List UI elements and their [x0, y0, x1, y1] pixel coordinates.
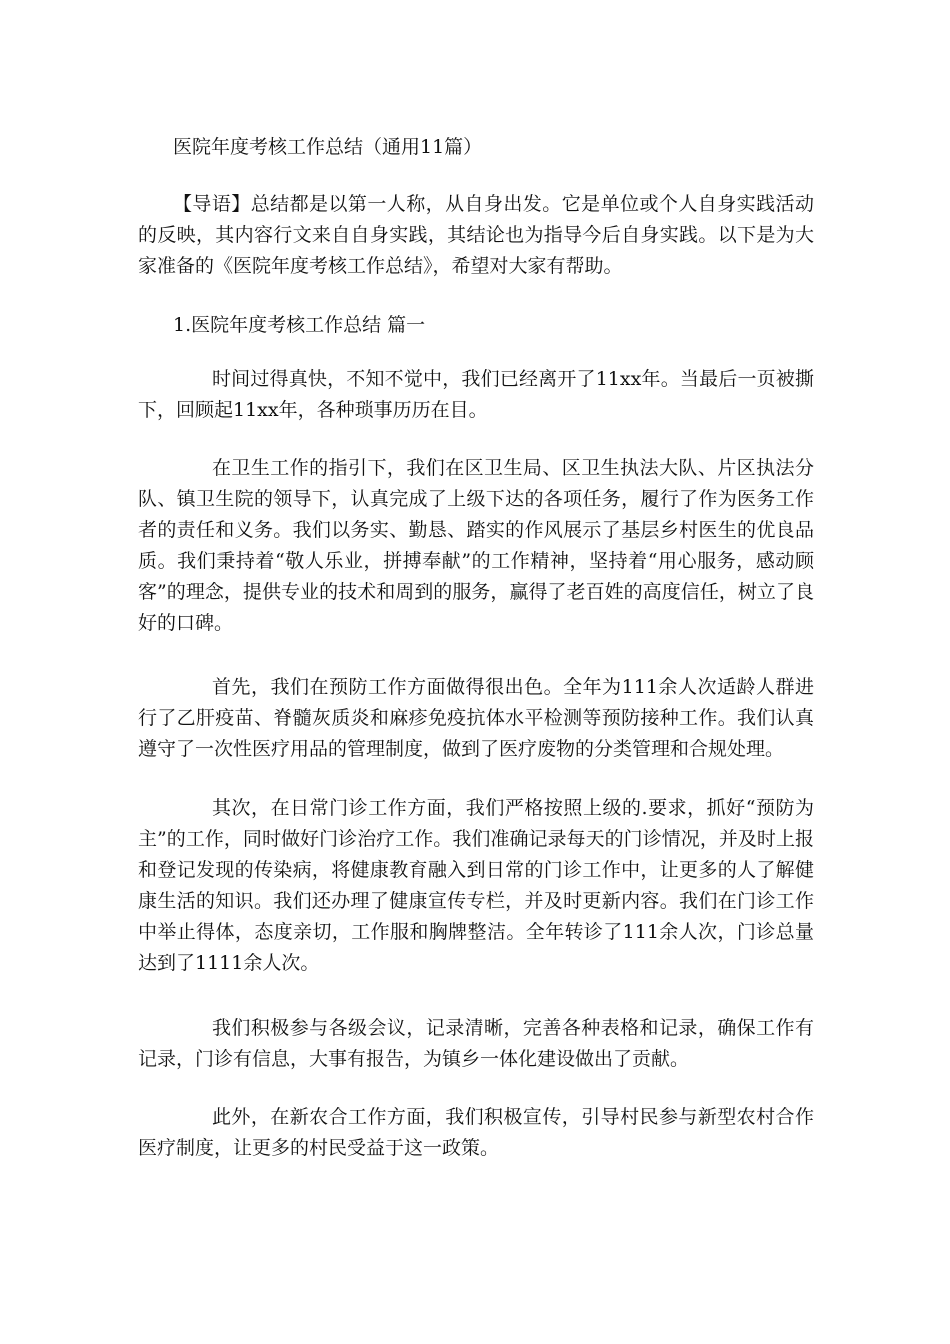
body-paragraph-1: 时间过得真快，不知不觉中，我们已经离开了11xx年。当最后一页被撕下，回顾起11xx年，各种琐事历历在目。 — [138, 368, 814, 421]
body-paragraph-6: 此外，在新农合工作方面，我们积极宣传，引导村民参与新型农村合作医疗制度，让更多的村民受益于这一政策。 — [138, 1106, 814, 1159]
body-paragraph-2: 在卫生工作的指引下，我们在区卫生局、区卫生执法大队、片区执法分队、镇卫生院的领导下，认真完成了上级下达的各项任务，履行了作为医务工作者的责任和义务。我们以务实、勤恳、踏实的作风展示了基层乡村医生的优良品质。我们秉持着“敬人乐业，拼搏奉献”的工作精神，坚持着“用心服务，感动顾客”的理念，提供专业的技术和周到的服务，赢得了老百姓的高度信任，树立了良好的口碑。 — [138, 457, 814, 634]
body-paragraph-3: 首先，我们在预防工作方面做得很出色。全年为111余人次适龄人群进行了乙肝疫苗、脊髓灰质炎和麻疹免疫抗体水平检测等预防接种工作。我们认真遵守了一次性医疗用品的管理制度，做到了医疗废物的分类管理和合规处理。 — [138, 676, 814, 760]
document-title: 医院年度考核工作总结（通用11篇） — [173, 136, 483, 158]
intro-paragraph: 【导语】总结都是以第一人称，从自身出发。它是单位或个人自身实践活动的反映，其内容行文来自自身实践，其结论也为指导今后自身实践。以下是为大家准备的《医院年度考核工作总结》，希望对大家有帮助。 — [138, 193, 814, 277]
section-heading: 1.医院年度考核工作总结 篇一 — [173, 314, 426, 336]
body-paragraph-5: 我们积极参与各级会议，记录清晰，完善各种表格和记录，确保工作有记录，门诊有信息，大事有报告，为镇乡一体化建设做出了贡献。 — [138, 1017, 814, 1070]
body-paragraph-4: 其次，在日常门诊工作方面，我们严格按照上级的.要求，抓好“预防为主”的工作，同时做好门诊治疗工作。我们准确记录每天的门诊情况，并及时上报和登记发现的传染病，将健康教育融入到日常的门诊工作中，让更多的人了解健康生活的知识。我们还办理了健康宣传专栏，并及时更新内容。我们在门诊工作中举止得体，态度亲切，工作服和胸牌整洁。全年转诊了111余人次，门诊总量达到了1111余人次。 — [138, 797, 814, 974]
